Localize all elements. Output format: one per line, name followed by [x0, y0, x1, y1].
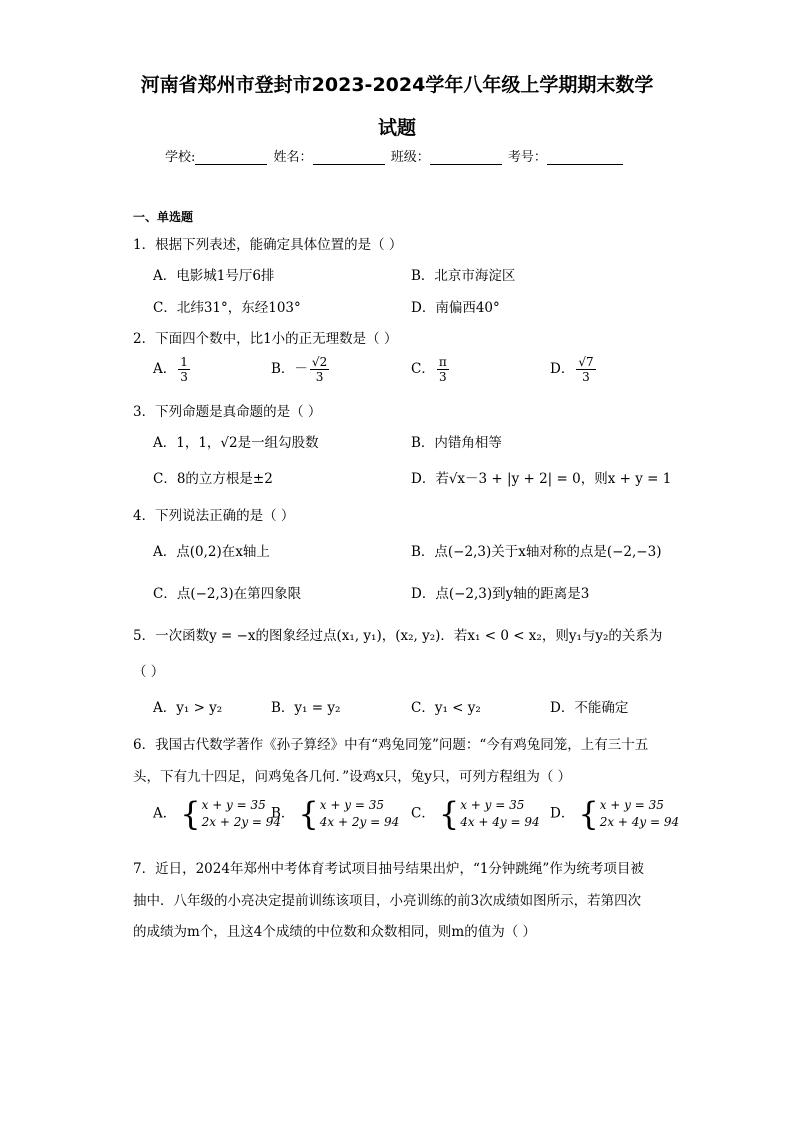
denominator: 3 [438, 370, 447, 384]
question-5-option-a[interactable]: A．y₁ > y₂ [153, 700, 223, 716]
equation-2: 2x + 4y = 94 [599, 815, 680, 829]
option-label: C． [411, 805, 435, 822]
question-3-option-c[interactable]: C．8的立方根是±2 [153, 471, 273, 487]
option-label: A． [153, 805, 177, 822]
numerator: √2 [311, 355, 328, 369]
question-4-option-a[interactable]: A．点(0,2)在x轴上 [153, 544, 270, 560]
document-title-line2: 试题 [377, 117, 416, 139]
question-2-option-d[interactable] [550, 355, 598, 384]
fraction [178, 355, 190, 384]
numerator: √7 [578, 355, 594, 369]
option-label: D． [550, 361, 575, 377]
name-field[interactable] [313, 150, 385, 165]
brace-icon: { [180, 795, 201, 833]
number-label: 考号： [507, 150, 547, 165]
equation-1: x + y = 35 [599, 798, 664, 812]
equation-1: x + y = 35 [460, 798, 525, 812]
school-field[interactable] [195, 150, 267, 165]
denominator: 3 [582, 370, 590, 384]
numerator: π [438, 355, 447, 369]
brace-icon: { [578, 795, 599, 833]
question-5-stem-continued: （ ） [133, 664, 165, 680]
fraction [310, 355, 329, 384]
question-2-option-a[interactable] [153, 355, 192, 384]
denominator: 3 [180, 370, 188, 384]
question-4-option-d[interactable]: D．点(−2,3)到y轴的距离是3 [411, 586, 590, 602]
class-label: 班级： [390, 150, 430, 165]
question-7-line-3: 的成绩为m个，且这4个成绩的中位数和众数相同，则m的值为（ ） [133, 924, 536, 940]
question-6-option-c[interactable] [411, 797, 540, 831]
equation-system [180, 797, 281, 831]
question-1-option-d[interactable]: D．南偏西40° [411, 300, 500, 316]
question-3-option-b[interactable]: B．内错角相等 [411, 435, 502, 451]
question-3-option-a[interactable]: A．1，1，√2是一组勾股数 [153, 435, 319, 451]
question-4-option-c[interactable]: C．点(−2,3)在第四象限 [153, 586, 302, 602]
equation-system [298, 797, 399, 831]
class-field[interactable] [430, 150, 502, 165]
question-5-option-b[interactable]: B．y₁ = y₂ [271, 700, 341, 716]
student-info-row [165, 146, 625, 165]
question-7-line-2: 抽中．八年级的小亮决定提前训练该项目，小亮训练的前3次成绩如图所示，若第四次 [133, 893, 642, 909]
equation-1: x + y = 35 [319, 798, 384, 812]
name-label: 姓名： [273, 150, 313, 165]
question-7-line-1: 7．近日，2024年郑州中考体育考试项目抽号结果出炉，“1分钟跳绳”作为统考项目被 [133, 861, 644, 877]
equation-2: 2x + 2y = 94 [201, 815, 282, 829]
question-6-stem: 6．我国古代数学著作《孙子算经》中有“鸡兔同笼”问题：“今有鸡兔同笼，上有三十五 [133, 737, 649, 753]
question-2-option-b[interactable] [271, 355, 331, 384]
question-3-option-d[interactable]: D．若√x－3 + |y + 2| = 0，则x + y = 1 [411, 471, 672, 487]
question-1-option-b[interactable]: B．北京市海淀区 [411, 268, 516, 284]
option-label: A． [153, 361, 177, 377]
brace-icon: { [298, 795, 319, 833]
numerator: 1 [180, 355, 188, 369]
question-5-stem: 5．一次函数y = −x的图象经过点(x₁, y₁)，(x₂, y₂)．若x₁ < 0 < x₂，则y₁与y₂的关系为 [133, 628, 663, 644]
question-4-option-b[interactable]: B．点(−2,3)关于x轴对称的点是(−2,−3) [411, 544, 662, 560]
question-5-option-c[interactable]: C．y₁ < y₂ [411, 700, 481, 716]
option-label: D． [550, 805, 575, 822]
school-label: 学校: [165, 150, 196, 165]
option-label: B． [271, 805, 295, 822]
question-3-stem: 3．下列命题是真命题的是（ ） [133, 404, 322, 420]
option-label: C． [411, 361, 435, 377]
equation-2: 4x + 2y = 94 [319, 815, 400, 829]
question-1-stem: 1．根据下列表述，能确定具体位置的是（ ） [133, 237, 403, 253]
question-2-option-c[interactable] [411, 355, 451, 384]
section-heading: 一、单选题 [133, 210, 194, 224]
denominator: 3 [315, 370, 324, 384]
fraction [437, 355, 449, 384]
question-4-stem: 4．下列说法正确的是（ ） [133, 508, 295, 524]
fraction [576, 355, 595, 384]
equation-2: 4x + 4y = 94 [460, 815, 540, 829]
equation-system [578, 797, 679, 831]
brace-icon: { [438, 795, 460, 833]
question-6-option-a[interactable] [153, 797, 281, 831]
question-1-option-c[interactable]: C．北纬31°，东经103° [153, 300, 301, 316]
question-6-stem-continued: 头，下有九十四足，问鸡兔各几何．”设鸡x只，兔y只，可列方程组为（ ） [133, 769, 572, 785]
document-title-line1: 河南省郑州市登封市2023-2024学年八年级上学期期末数学 [140, 74, 654, 96]
question-6-option-b[interactable] [271, 797, 399, 831]
question-1-option-a[interactable]: A．电影城1号厅6排 [153, 268, 275, 284]
question-5-option-d[interactable]: D．不能确定 [550, 700, 629, 716]
equation-1: x + y = 35 [201, 798, 266, 812]
number-field[interactable] [547, 150, 623, 165]
question-6-option-d[interactable] [550, 797, 679, 831]
equation-system [439, 797, 540, 831]
option-label: B．－ [271, 361, 308, 377]
question-2-stem: 2．下面四个数中，比1小的正无理数是（ ） [133, 331, 398, 347]
